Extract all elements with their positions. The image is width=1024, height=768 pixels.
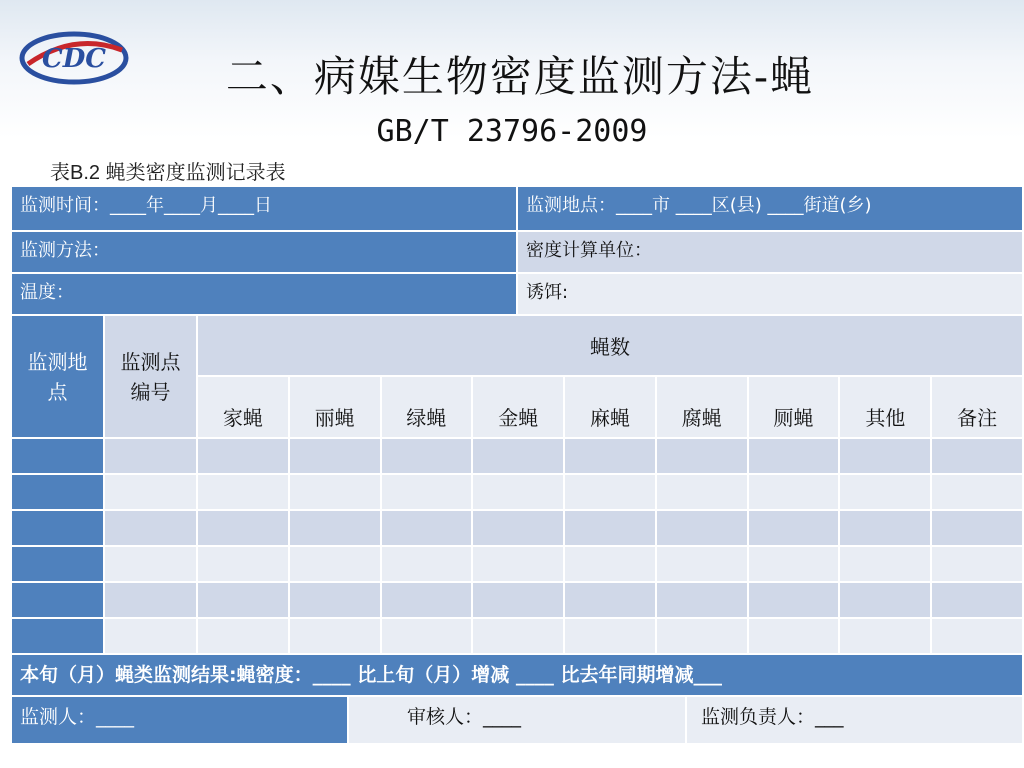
reviewer-field: 审核人：____ bbox=[349, 697, 687, 745]
count-cell[interactable] bbox=[932, 511, 1024, 547]
count-cell[interactable] bbox=[290, 511, 382, 547]
count-cell[interactable] bbox=[473, 547, 565, 583]
result-row bbox=[12, 655, 1024, 697]
temperature-field: 温度： bbox=[12, 274, 518, 316]
point-number-cell[interactable] bbox=[105, 475, 198, 511]
header-monitor-point-number: 监测点编号 bbox=[105, 316, 198, 439]
table-row bbox=[12, 475, 1024, 511]
table-header bbox=[12, 316, 1024, 439]
count-cell[interactable] bbox=[840, 583, 932, 619]
species-header-2: 丽蝇 bbox=[290, 377, 382, 439]
count-cell[interactable] bbox=[473, 511, 565, 547]
count-cell[interactable] bbox=[382, 511, 474, 547]
svg-text:CDC: CDC bbox=[42, 44, 106, 74]
count-cell[interactable] bbox=[840, 619, 932, 655]
count-cell[interactable] bbox=[749, 511, 841, 547]
bait-field: 诱饵: bbox=[518, 274, 1024, 316]
count-cell[interactable] bbox=[657, 583, 749, 619]
count-cell[interactable] bbox=[840, 439, 932, 475]
count-cell[interactable] bbox=[657, 475, 749, 511]
count-cell[interactable] bbox=[198, 511, 290, 547]
count-cell[interactable] bbox=[657, 511, 749, 547]
monitor-method-field: 监测方法： bbox=[12, 232, 518, 274]
point-number-cell[interactable] bbox=[105, 583, 198, 619]
count-cell[interactable] bbox=[198, 547, 290, 583]
count-cell[interactable] bbox=[749, 439, 841, 475]
species-header-3: 绿蝇 bbox=[382, 377, 474, 439]
count-cell[interactable] bbox=[749, 547, 841, 583]
count-cell[interactable] bbox=[657, 439, 749, 475]
count-cell[interactable] bbox=[382, 619, 474, 655]
count-cell[interactable] bbox=[840, 547, 932, 583]
species-header-5: 麻蝇 bbox=[565, 377, 657, 439]
header-monitor-site: 监测地点 bbox=[12, 316, 105, 439]
species-header-1: 家蝇 bbox=[198, 377, 290, 439]
data-rows bbox=[12, 439, 1024, 655]
count-cell[interactable] bbox=[932, 583, 1024, 619]
species-header-6: 腐蝇 bbox=[657, 377, 749, 439]
supervisor-field: 监测负责人：___ bbox=[687, 697, 1024, 745]
count-cell[interactable] bbox=[749, 475, 841, 511]
species-header-7: 厕蝇 bbox=[749, 377, 841, 439]
form-row-time bbox=[12, 187, 1024, 232]
monitor-person-field: 监测人：____ bbox=[12, 697, 349, 745]
site-cell[interactable] bbox=[12, 583, 105, 619]
site-cell[interactable] bbox=[12, 439, 105, 475]
table-row bbox=[12, 511, 1024, 547]
table-row bbox=[12, 547, 1024, 583]
count-cell[interactable] bbox=[840, 475, 932, 511]
count-cell[interactable] bbox=[382, 547, 474, 583]
page-title: 二、病媒生物密度监测方法-蝇 bbox=[225, 52, 815, 101]
monitor-time-field: 监测时间：____年____月____日 bbox=[12, 187, 518, 232]
cdc-logo bbox=[18, 28, 130, 86]
count-cell[interactable] bbox=[932, 547, 1024, 583]
form-row-method bbox=[12, 232, 1024, 274]
standard-code: GB/T 23796-2009 bbox=[376, 114, 648, 149]
count-cell[interactable] bbox=[657, 619, 749, 655]
count-cell[interactable] bbox=[473, 583, 565, 619]
count-cell[interactable] bbox=[749, 583, 841, 619]
count-cell[interactable] bbox=[932, 439, 1024, 475]
count-cell[interactable] bbox=[565, 583, 657, 619]
count-cell[interactable] bbox=[565, 475, 657, 511]
count-cell[interactable] bbox=[382, 583, 474, 619]
count-cell[interactable] bbox=[565, 547, 657, 583]
signature-row bbox=[12, 697, 1024, 745]
count-cell[interactable] bbox=[840, 511, 932, 547]
count-cell[interactable] bbox=[198, 439, 290, 475]
species-header-8: 其他 bbox=[840, 377, 932, 439]
site-cell[interactable] bbox=[12, 475, 105, 511]
site-cell[interactable] bbox=[12, 547, 105, 583]
table-row bbox=[12, 439, 1024, 475]
count-cell[interactable] bbox=[473, 619, 565, 655]
count-cell[interactable] bbox=[290, 583, 382, 619]
count-cell[interactable] bbox=[290, 439, 382, 475]
count-cell[interactable] bbox=[382, 475, 474, 511]
count-cell[interactable] bbox=[565, 511, 657, 547]
count-cell[interactable] bbox=[473, 439, 565, 475]
form-row-temperature bbox=[12, 274, 1024, 316]
count-cell[interactable] bbox=[290, 475, 382, 511]
monitor-location-field: 监测地点：____市 ____区(县) ____街道(乡) bbox=[518, 187, 1024, 232]
table-caption: 表B.2 蝇类密度监测记录表 bbox=[50, 162, 286, 184]
table-row bbox=[12, 583, 1024, 619]
table-row bbox=[12, 619, 1024, 655]
count-cell[interactable] bbox=[198, 583, 290, 619]
point-number-cell[interactable] bbox=[105, 511, 198, 547]
count-cell[interactable] bbox=[932, 475, 1024, 511]
point-number-cell[interactable] bbox=[105, 439, 198, 475]
header-fly-count: 蝇数 bbox=[198, 316, 1024, 377]
species-header-row bbox=[198, 377, 1024, 439]
count-cell[interactable] bbox=[198, 619, 290, 655]
monitor-result-field: 本旬（月）蝇类监测结果:蝇密度：____ 比上旬（月）增减 ____ 比去年同期增减___ bbox=[12, 655, 1024, 697]
point-number-cell[interactable] bbox=[105, 619, 198, 655]
count-cell[interactable] bbox=[473, 475, 565, 511]
count-cell[interactable] bbox=[565, 439, 657, 475]
species-header-9: 备注 bbox=[932, 377, 1024, 439]
site-cell[interactable] bbox=[12, 619, 105, 655]
density-unit-field: 密度计算单位： bbox=[518, 232, 1024, 274]
site-cell[interactable] bbox=[12, 511, 105, 547]
species-header-4: 金蝇 bbox=[473, 377, 565, 439]
count-cell[interactable] bbox=[749, 619, 841, 655]
count-cell[interactable] bbox=[932, 619, 1024, 655]
count-cell[interactable] bbox=[382, 439, 474, 475]
count-cell[interactable] bbox=[290, 619, 382, 655]
point-number-cell[interactable] bbox=[105, 547, 198, 583]
count-cell[interactable] bbox=[198, 475, 290, 511]
count-cell[interactable] bbox=[657, 547, 749, 583]
count-cell[interactable] bbox=[290, 547, 382, 583]
count-cell[interactable] bbox=[565, 619, 657, 655]
